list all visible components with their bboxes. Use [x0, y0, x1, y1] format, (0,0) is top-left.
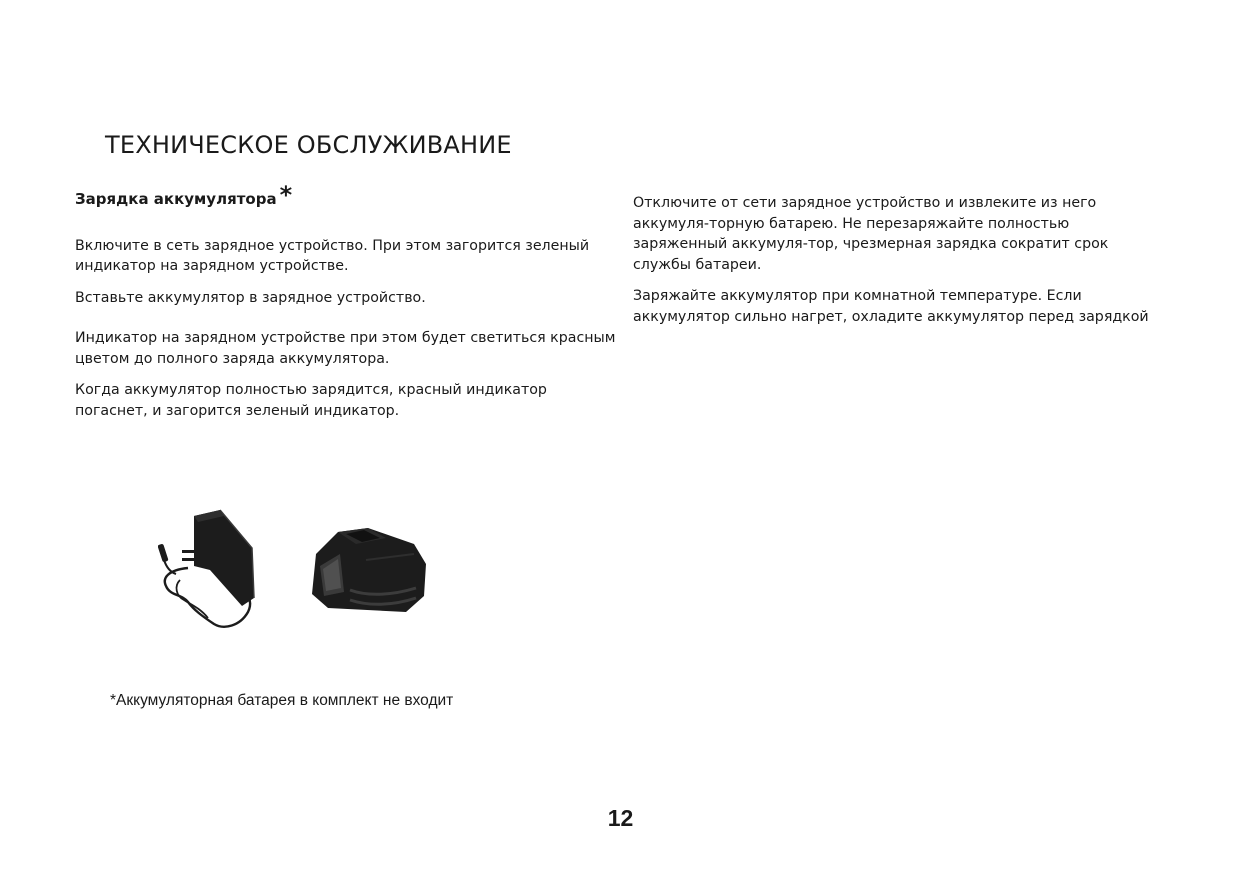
- section-heading: [75, 181, 620, 210]
- right-column: [633, 193, 1158, 327]
- footnote: *Аккумуляторная батарея в комплект не входит: [110, 692, 454, 709]
- paragraph-room-temperature: Заряжайте аккумулятор при комнатной температуре. Если аккумулятор сильно нагрет, охладите аккумулятор перед зарядкой: [633, 288, 1149, 325]
- paragraph-insert-battery: Вставьте аккумулятор в зарядное устройство.: [75, 289, 426, 306]
- footnote-asterisk: *: [279, 181, 293, 209]
- page-title: ТЕХНИЧЕСКОЕ ОБСЛУЖИВАНИЕ: [105, 131, 512, 159]
- charger-adapter-icon: [158, 506, 258, 630]
- page-number: 12: [607, 805, 634, 831]
- paragraph-green-indicator: Когда аккумулятор полностью зарядится, красный индикатор погаснет, и загорится зеленый индикатор.: [75, 382, 547, 419]
- paragraph-red-indicator: Индикатор на зарядном устройстве при этом будет светиться красным цветом до полного заряда аккумулятора.: [75, 330, 616, 367]
- paragraph-plug-in-charger: Включите в сеть зарядное устройство. При этом загорится зеленый индикатор на зарядном устройстве.: [75, 237, 590, 274]
- left-column: [75, 181, 620, 421]
- paragraph-unplug-charger: Отключите от сети зарядное устройство и извлеките из него аккумуля-торную батарею. Не перезаряжайте полностью заряженный аккумуля-тор, чрезмерная зарядка сократит срок службы батареи.: [633, 195, 1109, 273]
- battery-pack-icon: [306, 524, 432, 616]
- section-heading-text: Зарядка аккумулятора: [75, 190, 277, 208]
